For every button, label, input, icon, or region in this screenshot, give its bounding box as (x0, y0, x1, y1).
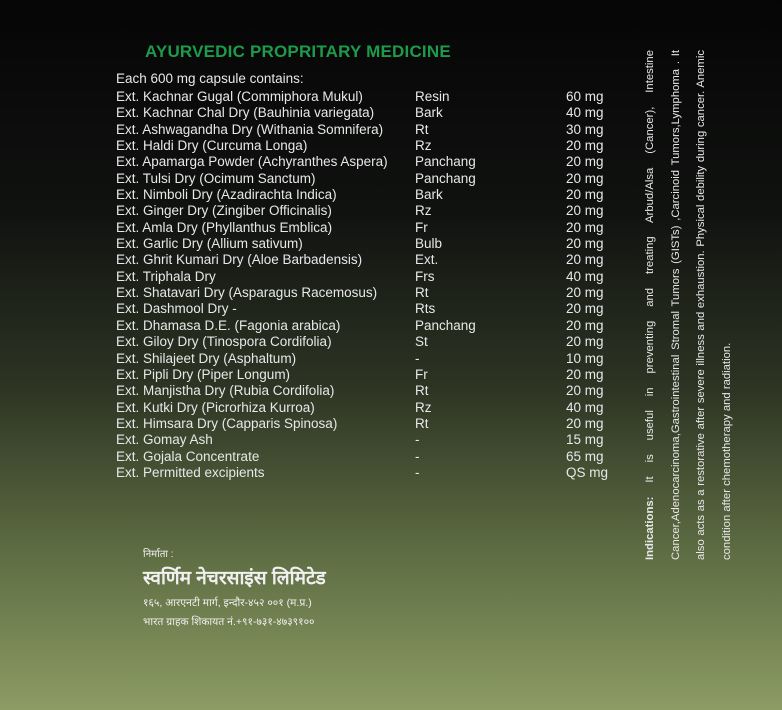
manufacturer-block (143, 546, 326, 634)
ingredient-part: St (415, 334, 428, 350)
ingredient-part: Frs (415, 268, 435, 284)
ingredient-part: Rz (415, 138, 432, 154)
ingredient-part: Rt (415, 383, 429, 399)
ingredient-dose: 20 mg (566, 170, 604, 186)
indications-label: Indications: (644, 496, 656, 560)
ingredient-name: Ext. Shatavari Dry (Asparagus Racemosus) (116, 285, 378, 301)
ingredient-name: Ext. Garlic Dry (Allium sativum) (116, 236, 303, 252)
ingredient-dose: 10 mg (566, 350, 604, 366)
ingredient-name: Ext. Haldi Dry (Curcuma Longa) (116, 138, 308, 154)
ingredient-part: Fr (415, 219, 428, 235)
ingredient-name: Ext. Ashwagandha Dry (Withania Somnifera) (116, 121, 384, 137)
ingredient-name: Ext. Giloy Dry (Tinospora Cordifolia) (116, 334, 332, 350)
ingredient-dose: 20 mg (566, 187, 604, 203)
ingredient-part: Bark (415, 187, 443, 203)
ingredient-dose: 40 mg (566, 399, 604, 415)
product-title: AYURVEDIC PROPRITARY MEDICINE (145, 42, 451, 61)
manufacturer-label: निर्माता : (143, 549, 174, 560)
ingredient-name: Ext. Gomay Ash (116, 432, 213, 448)
ingredient-part: Rt (415, 285, 429, 301)
ingredient-dose: 20 mg (566, 154, 604, 170)
ingredient-dose: 20 mg (566, 415, 604, 431)
ingredient-part: Rts (415, 301, 436, 317)
ingredient-name: Ext. Kachnar Gugal (Commiphora Mukul) (116, 89, 363, 104)
composition-intro: Each 600 mg capsule contains: (116, 71, 304, 86)
ingredient-name: Ext. Apamarga Powder (Achyranthes Aspera) (116, 154, 388, 170)
ingredient-name: Ext. Ghrit Kumari Dry (Aloe Barbadensis) (116, 252, 363, 268)
ingredient-dose: 20 mg (566, 203, 604, 219)
ingredient-part: Rz (415, 399, 432, 415)
ingredient-dose: 20 mg (566, 301, 604, 317)
ingredient-part: Rz (415, 203, 432, 219)
ingredient-part: - (415, 464, 420, 480)
ingredient-name: Ext. Pipli Dry (Piper Longum) (116, 366, 291, 382)
ingredient-part: Rt (415, 121, 429, 137)
ingredient-part: Bark (415, 105, 443, 121)
ingredient-dose: 20 mg (566, 219, 604, 235)
ingredient-name: Ext. Kutki Dry (Picrorhiza Kurroa) (116, 399, 315, 415)
ingredient-part: Panchang (415, 170, 476, 186)
ingredient-dose: 20 mg (566, 236, 604, 252)
ingredient-part: - (415, 448, 420, 464)
ingredient-dose: 15 mg (566, 432, 604, 448)
ingredient-name: Ext. Gojala Concentrate (116, 448, 260, 464)
ingredient-name: Ext. Dhamasa D.E. (Fagonia arabica) (116, 317, 341, 333)
ingredient-dose: 40 mg (566, 268, 604, 284)
ingredient-dose: 20 mg (566, 383, 604, 399)
ingredient-part: Fr (415, 366, 428, 382)
ingredient-dose: 20 mg (566, 252, 604, 268)
ingredient-dose: QS mg (566, 464, 609, 480)
ingredient-part: Rt (415, 415, 429, 431)
ingredient-dose: 65 mg (566, 448, 604, 464)
manufacturer-company: स्वर्णिम नेचरसाइंस लिमिटेड (143, 568, 326, 589)
ingredient-part: Panchang (415, 154, 476, 170)
ingredient-dose: 20 mg (566, 334, 604, 350)
ingredient-part: - (415, 350, 420, 366)
ingredient-part: Resin (415, 89, 450, 104)
ingredient-dose: 20 mg (566, 317, 604, 333)
manufacturer-address: १६५, आरएनटी मार्ग, इन्दौर-४५२ ००१ (म.प्र.) (143, 597, 312, 609)
ingredient-dose: 60 mg (566, 89, 604, 104)
ingredient-name: Ext. Kachnar Chal Dry (Bauhinia variegata) (116, 105, 375, 121)
ingredient-dose: 30 mg (566, 121, 604, 137)
ingredient-name: Ext. Ginger Dry (Zingiber Officinalis) (116, 203, 332, 219)
ingredient-name: Ext. Shilajeet Dry (Asphaltum) (116, 350, 297, 366)
indications-text (638, 50, 740, 560)
ingredient-part: Ext. (415, 252, 439, 268)
ingredient-name: Ext. Dashmool Dry - (116, 301, 237, 317)
ingredient-name: Ext. Triphala Dry (116, 268, 216, 284)
ingredient-name: Ext. Amla Dry (Phyllanthus Emblica) (116, 219, 333, 235)
ingredient-name: Ext. Himsara Dry (Capparis Spinosa) (116, 415, 338, 431)
ingredient-part: Bulb (415, 236, 443, 252)
indications-body: It is useful in preventing and treating Arbud/Alsa (Cancer), Intestine Cancer,Adenocarcinoma,Gastrointestinal Stromal Tumors (GISTs) ,Carcinoid Tumors,Lymphoma . It also acts as a restorative after severe illness and exhaustion. Physical debility during cancer. Anemic condition after chemotherapy and radiation. (644, 50, 733, 560)
ingredient-part: Panchang (415, 317, 476, 333)
ingredient-name: Ext. Nimboli Dry (Azadirachta Indica) (116, 187, 337, 203)
ingredient-part: - (415, 432, 420, 448)
ingredient-dose: 40 mg (566, 105, 604, 121)
ingredient-name: Ext. Manjistha Dry (Rubia Cordifolia) (116, 383, 335, 399)
ingredient-name: Ext. Permitted excipients (116, 464, 265, 480)
ingredient-dose: 20 mg (566, 366, 604, 382)
complaint-number: भारत ग्राहक शिकायत नं.+९१-७३१-४७३९१०० (143, 616, 315, 628)
ingredient-name: Ext. Tulsi Dry (Ocimum Sanctum) (116, 170, 316, 186)
ingredient-dose: 20 mg (566, 138, 604, 154)
ingredient-dose: 20 mg (566, 285, 604, 301)
